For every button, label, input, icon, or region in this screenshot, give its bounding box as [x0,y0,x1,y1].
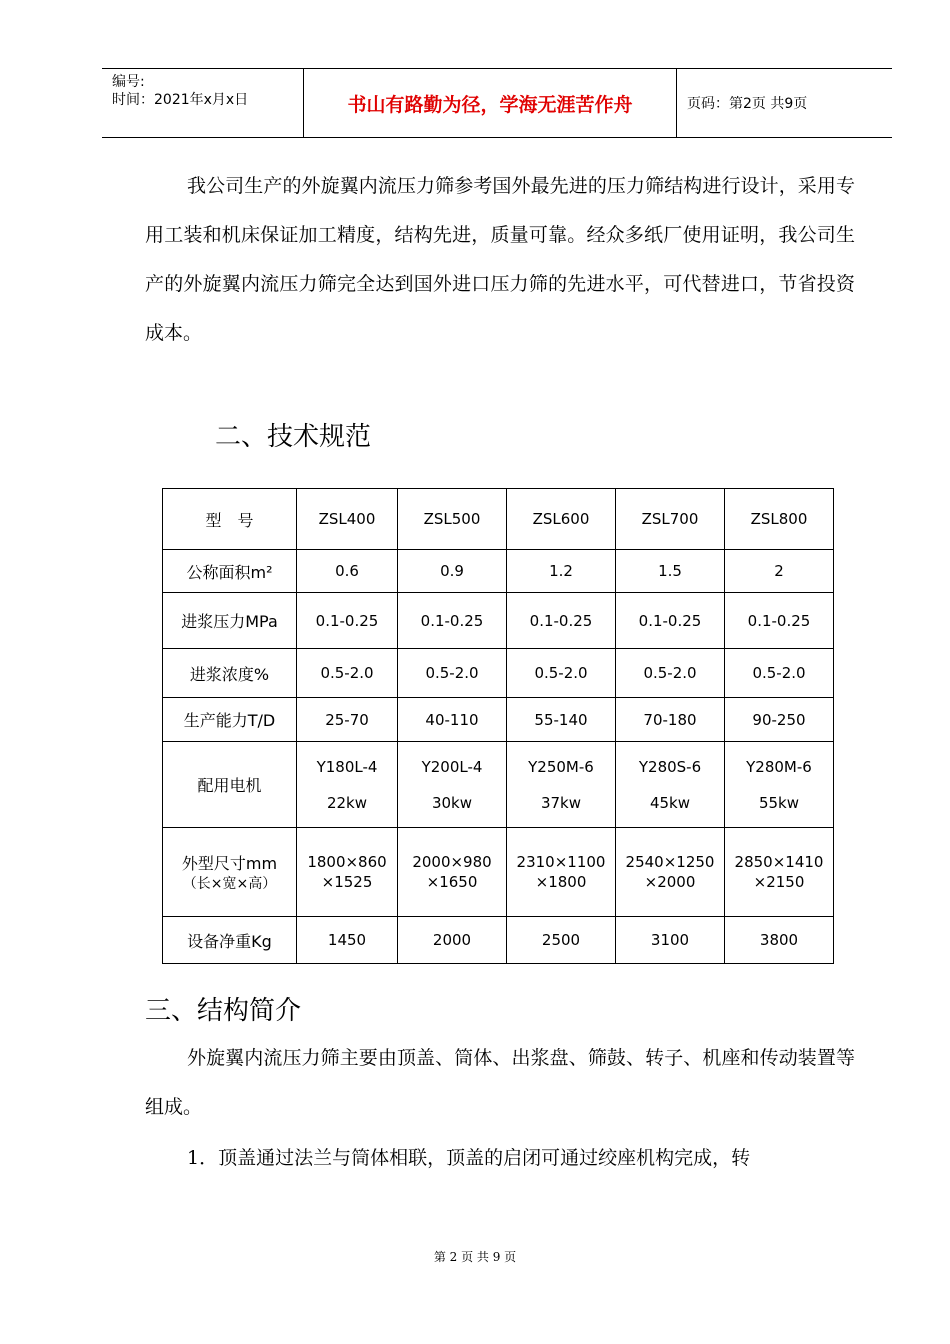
weight-cell: 2500 [507,917,616,964]
page-header [102,68,892,138]
concentration-label: 进浆浓度% [163,649,297,698]
dimension-line2: ×2000 [644,873,696,891]
model-cell: ZSL500 [398,489,507,550]
dimension-cell [297,828,398,917]
motor-cell [725,742,834,828]
area-cell: 0.6 [297,550,398,593]
motor-model: Y250M-6 [528,757,594,776]
dimension-line1: 2000×980 [412,853,492,871]
dimension-line2: ×1800 [535,873,587,891]
motor-model: Y180L-4 [316,757,378,776]
model-cell: ZSL600 [507,489,616,550]
model-cell: ZSL800 [725,489,834,550]
motor-label: 配用电机 [163,742,297,828]
row-dimension [163,828,834,917]
dimension-line1: 2850×1410 [734,853,824,871]
section3-title: 三、结构简介 [145,996,302,1026]
area-label: 公称面积m² [163,550,297,593]
section2-title: 二、技术规范 [215,422,372,452]
row-model [163,489,834,550]
motor-power: 45kw [649,793,691,812]
row-capacity [163,698,834,742]
time-label: 时间：2021年x月x日 [112,92,249,108]
capacity-cell: 55-140 [507,698,616,742]
motor-cell [507,742,616,828]
dimension-cell [616,828,725,917]
intro-paragraph: 我公司生产的外旋翼内流压力筛参考国外最先进的压力筛结构进行设计，采用专用工装和机床保证加工精度，结构先进，质量可靠。经众多纸厂使用证明，我公司生产的外旋翼内流压力筛完全达到国外进口压力筛的先进水平，可代替进口，节省投资成本。 [145,175,855,344]
motor-model: Y280S-6 [638,757,702,776]
pressure-cell: 0.1-0.25 [398,593,507,649]
concentration-cell: 0.5-2.0 [507,649,616,698]
capacity-cell: 70-180 [616,698,725,742]
capacity-cell: 25-70 [297,698,398,742]
concentration-cell: 0.5-2.0 [297,649,398,698]
area-cell: 2 [725,550,834,593]
area-cell: 0.9 [398,550,507,593]
header-meta [102,69,304,137]
dimension-label-main: 外型尺寸mm [181,853,278,873]
motor-power: 22kw [326,793,368,812]
dimension-line1: 2310×1100 [516,853,606,871]
dimension-line2: ×1525 [321,873,373,891]
dimension-label-sub: （长×宽×高） [182,875,277,892]
dimension-line2: ×1650 [426,873,478,891]
header-page-info: 页码：第2页 共9页 [687,96,808,112]
pressure-cell: 0.1-0.25 [616,593,725,649]
dimension-label [163,828,297,917]
model-cell: ZSL700 [616,489,725,550]
motor-model: Y280M-6 [746,757,812,776]
capacity-cell: 90-250 [725,698,834,742]
weight-cell: 1450 [297,917,398,964]
motor-cell [297,742,398,828]
motor-power: 30kw [431,793,473,812]
motor-cell [616,742,725,828]
model-cell: ZSL400 [297,489,398,550]
pressure-cell: 0.1-0.25 [297,593,398,649]
page-footer: 第 2 页 共 9 页 [433,1250,517,1264]
motor-cell [398,742,507,828]
number-label: 编号: [112,74,145,90]
structure-paragraph: 外旋翼内流压力筛主要由顶盖、筒体、出浆盘、筛鼓、转子、机座和传动装置等组成。 [145,1047,855,1118]
pressure-label: 进浆压力MPa [163,593,297,649]
area-cell: 1.2 [507,550,616,593]
row-weight [163,917,834,964]
pressure-cell: 0.1-0.25 [507,593,616,649]
area-cell: 1.5 [616,550,725,593]
spec-table [162,488,834,964]
header-motto: 书山有路勤为径，学海无涯苦作舟 [304,69,677,137]
motor-power: 55kw [758,793,800,812]
dimension-cell [507,828,616,917]
row-area [163,550,834,593]
capacity-label: 生产能力T/D [163,698,297,742]
dimension-cell [725,828,834,917]
weight-label: 设备净重Kg [163,917,297,964]
dimension-line1: 1800×860 [307,853,387,871]
model-label: 型 号 [163,489,297,550]
weight-cell: 3800 [725,917,834,964]
row-motor [163,742,834,828]
pressure-cell: 0.1-0.25 [725,593,834,649]
dimension-line2: ×2150 [753,873,805,891]
capacity-cell: 40-110 [398,698,507,742]
weight-cell: 3100 [616,917,725,964]
motor-model: Y200L-4 [421,757,483,776]
concentration-cell: 0.5-2.0 [725,649,834,698]
row-pressure [163,593,834,649]
item1-paragraph: 1．顶盖通过法兰与筒体相联，顶盖的启闭可通过绞座机构完成，转 [187,1147,751,1169]
dimension-cell [398,828,507,917]
dimension-line1: 2540×1250 [625,853,715,871]
motor-power: 37kw [540,793,582,812]
concentration-cell: 0.5-2.0 [398,649,507,698]
concentration-cell: 0.5-2.0 [616,649,725,698]
row-concentration [163,649,834,698]
weight-cell: 2000 [398,917,507,964]
